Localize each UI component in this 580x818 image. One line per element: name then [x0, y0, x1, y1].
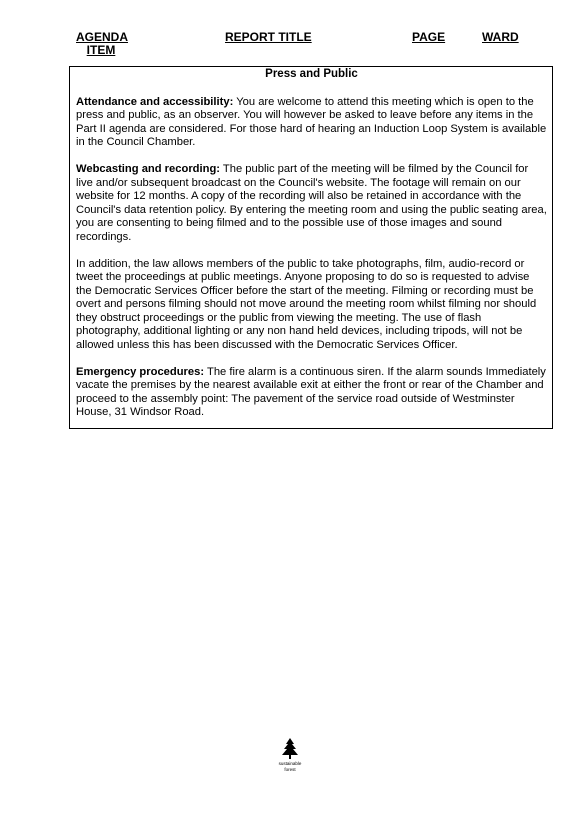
agenda-header-line1: AGENDA — [76, 30, 129, 44]
emergency-heading: Emergency procedures: — [76, 365, 205, 378]
webcasting-paragraph — [76, 163, 547, 244]
attendance-body: You are welcome to attend this meeting which is open to the press and public, as an observer. You will however be asked to leave before any items in the Part II agenda are considered. For those hard of hearing an Induction Loop System is available in the Council Chamber. — [76, 95, 547, 148]
logo-text-line1: sustainable — [278, 761, 302, 766]
sustainable-forest-logo — [276, 738, 304, 772]
attendance-paragraph — [76, 96, 547, 150]
recording-rules-body: In addition, the law allows members of the public to take photographs, film, audio-record or tweet the proceedings at public meetings. Anyone proposing to do so is requested to advise the Democratic Services Officer before the start of the meeting. Filming or recording must be overt and persons filming should not move around the meeting room whilst filming nor should they obstruct proceedings or the public from viewing the meeting. The use of flash photography, additional lighting or any non hand held devices, including tripods, will not be allowed unless this has been discussed with the Democratic Services Officer. — [76, 257, 537, 351]
tree-icon — [280, 738, 300, 760]
agenda-header-line2: ITEM — [86, 43, 116, 57]
webcasting-body: The public part of the meeting will be filmed by the Council for live and/or subsequent broadcast on the Council's website. The footage will remain on our website for 12 months. A copy of the recording will also be retained in accordance with the Council's data retention policy. By entering the meeting room and using the public seating area, you are consenting to being filmed and to the possible use of those images and sound recordings. — [76, 163, 547, 243]
emergency-paragraph — [76, 366, 547, 420]
ward-header: WARD — [482, 30, 519, 44]
press-and-public-notice — [69, 66, 553, 429]
notice-title: Press and Public — [265, 68, 358, 80]
logo-text-line2: forest — [284, 767, 296, 772]
recording-rules-paragraph — [76, 258, 547, 353]
report-title-header: REPORT TITLE — [225, 30, 312, 44]
agenda-item-header — [76, 30, 129, 57]
emergency-body: The fire alarm is a continuous siren. If the alarm sounds Immediately vacate the premises by the nearest available exit at either the front or rear of the Chamber and proceed to the assembly point: The pavement of the service road outside of Westminster House, 31 Windsor Road. — [76, 365, 546, 418]
page-header: PAGE — [412, 30, 446, 44]
webcasting-heading: Webcasting and recording: — [76, 163, 221, 175]
attendance-heading: Attendance and accessibility: — [76, 95, 234, 108]
